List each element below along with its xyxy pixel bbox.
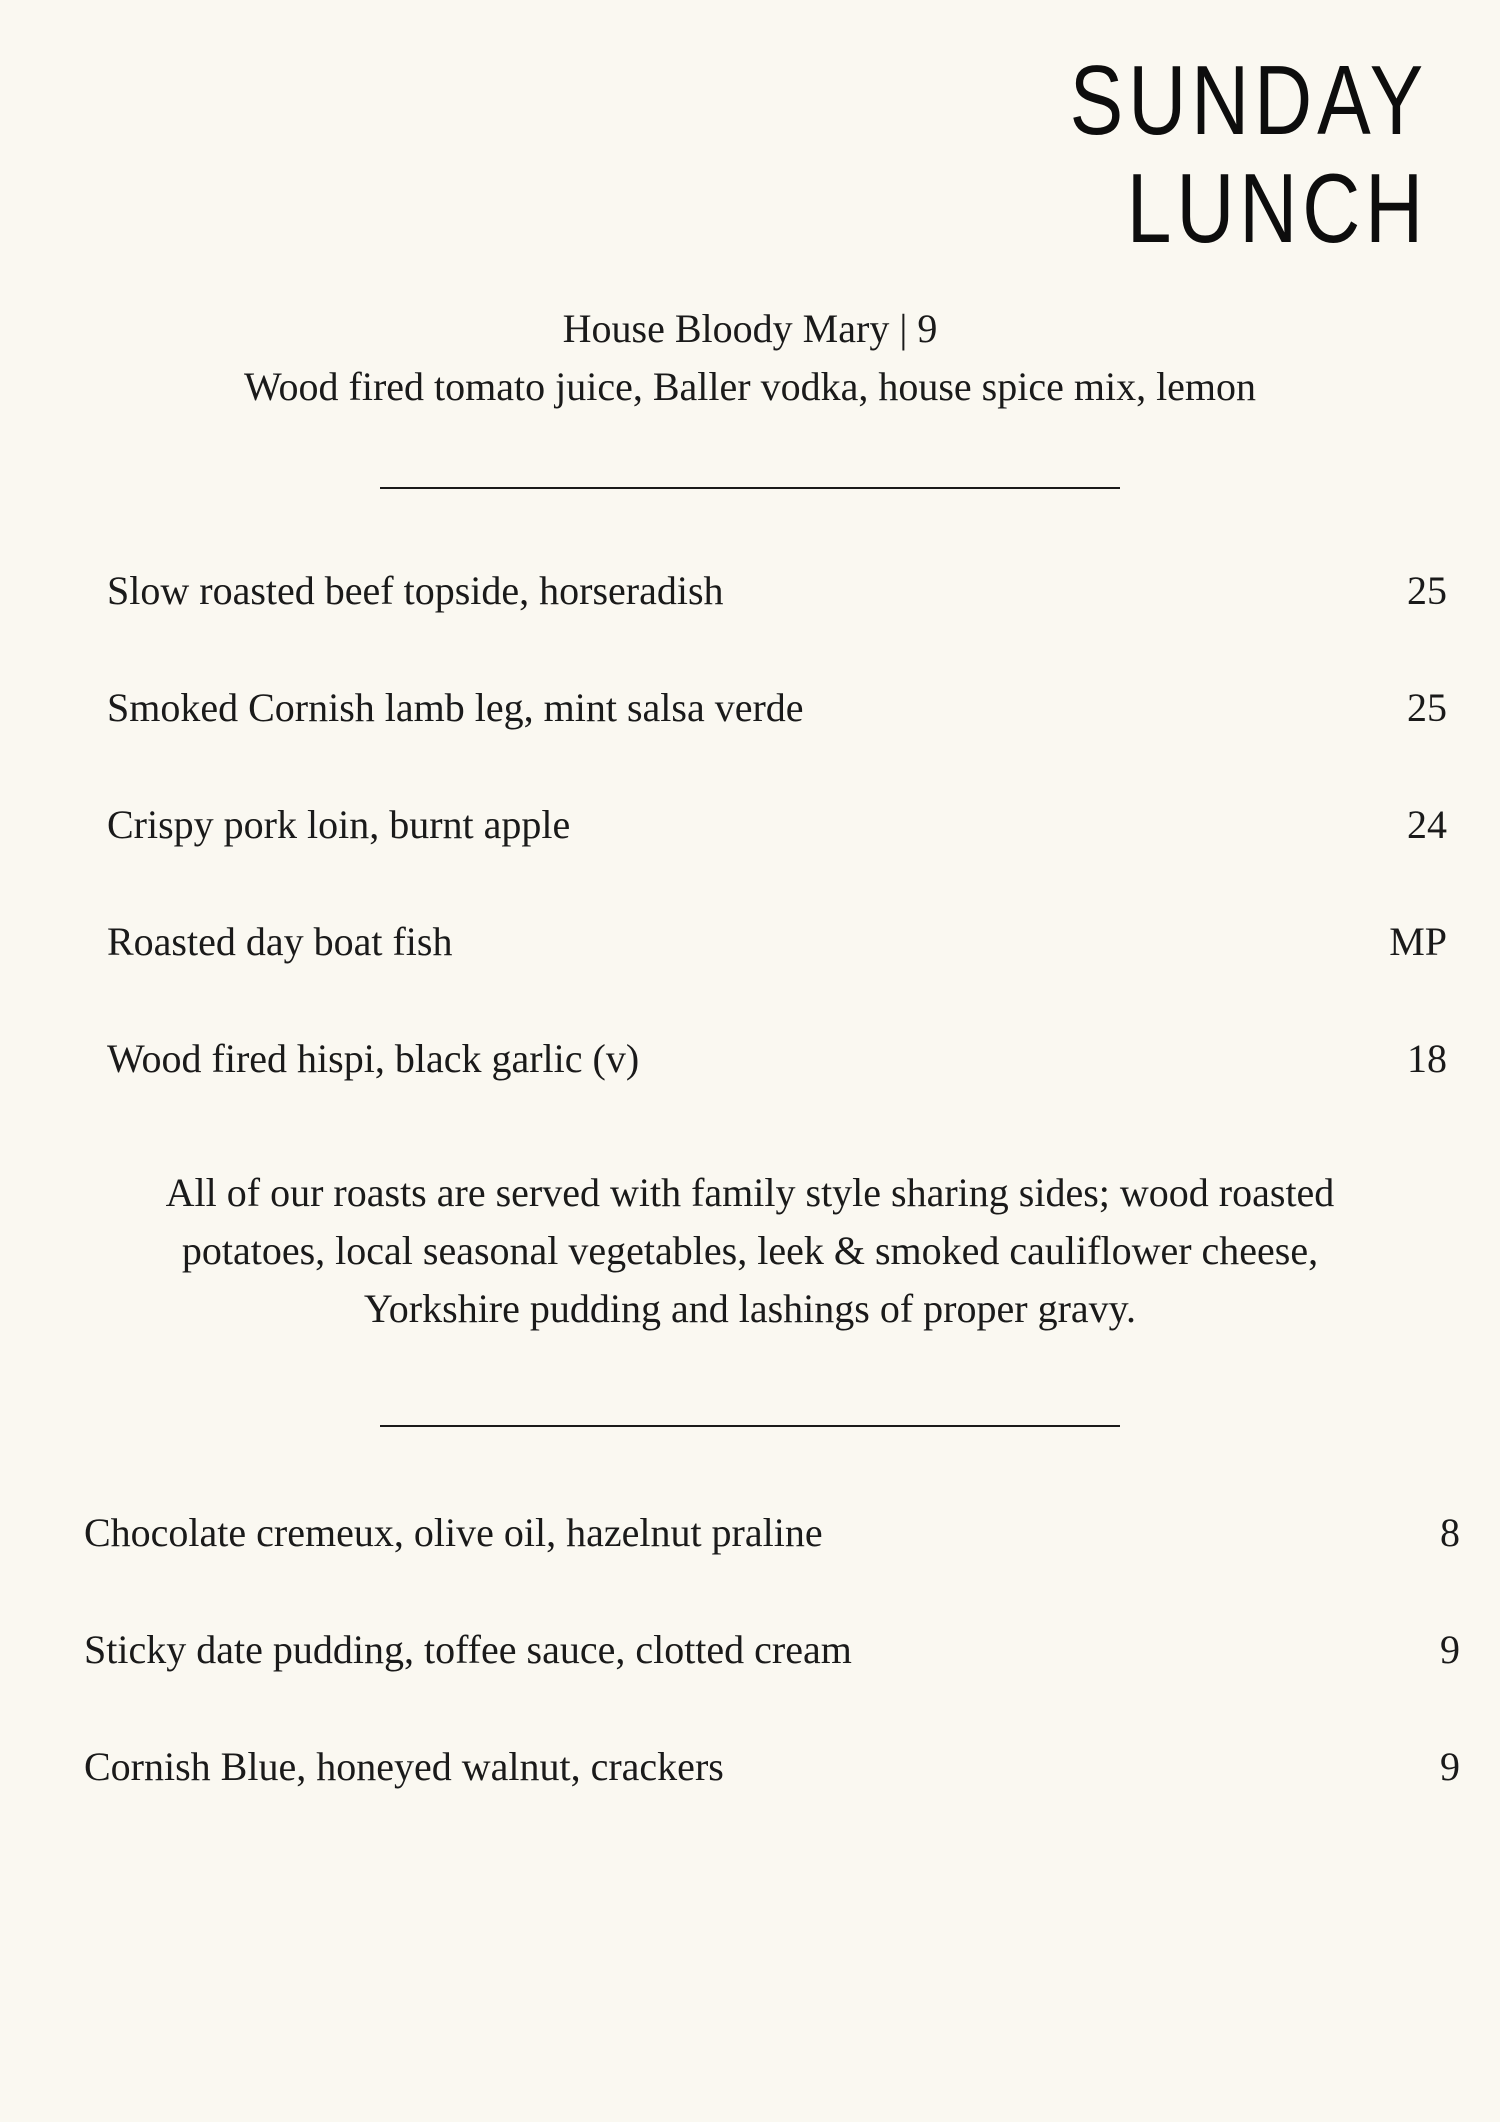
item-price: 25 [1407, 685, 1447, 730]
menu-item [84, 1508, 1460, 1625]
item-price: 24 [1407, 802, 1447, 847]
item-name: Cornish Blue, honeyed walnut, crackers [84, 1744, 724, 1789]
mains-list [107, 566, 1447, 1151]
item-price: 25 [1407, 568, 1447, 613]
roasts-note-line-2: potatoes, local seasonal vegetables, leek & smoked cauliflower cheese, [181, 1228, 1319, 1273]
drink-description: Wood fired tomato juice, Baller vodka, house spice mix, lemon [243, 364, 1257, 409]
menu-item [84, 1625, 1460, 1742]
divider-top [380, 487, 1120, 489]
menu-item [107, 683, 1447, 800]
item-price: 9 [1440, 1627, 1460, 1672]
menu-title-line-1: SUNDAY [1069, 45, 1428, 155]
item-name: Crispy pork loin, burnt apple [107, 802, 571, 847]
item-name: Chocolate cremeux, olive oil, hazelnut praline [84, 1510, 823, 1555]
desserts-list [84, 1508, 1460, 1859]
item-name: Slow roasted beef topside, horseradish [107, 568, 724, 613]
item-price: MP [1389, 919, 1447, 964]
menu-item [84, 1742, 1460, 1859]
item-price: 9 [1440, 1744, 1460, 1789]
menu-item [107, 566, 1447, 683]
menu-item [107, 917, 1447, 1034]
menu-item [107, 800, 1447, 917]
menu-title [1070, 46, 1428, 262]
item-price: 18 [1407, 1036, 1447, 1081]
drink-name-price: House Bloody Mary | 9 [562, 306, 938, 351]
menu-title-line-2: LUNCH [1126, 153, 1428, 263]
roasts-note [0, 1164, 1500, 1338]
item-price: 8 [1440, 1510, 1460, 1555]
item-name: Roasted day boat fish [107, 919, 453, 964]
roasts-note-line-3: Yorkshire pudding and lashings of proper gravy. [363, 1286, 1137, 1331]
item-name: Sticky date pudding, toffee sauce, clotted cream [84, 1627, 852, 1672]
menu-item [107, 1034, 1447, 1151]
drink-special [0, 300, 1500, 416]
item-name: Smoked Cornish lamb leg, mint salsa verde [107, 685, 804, 730]
item-name: Wood fired hispi, black garlic (v) [107, 1036, 640, 1081]
divider-bottom [380, 1425, 1120, 1427]
roasts-note-line-1: All of our roasts are served with family style sharing sides; wood roasted [165, 1170, 1335, 1215]
